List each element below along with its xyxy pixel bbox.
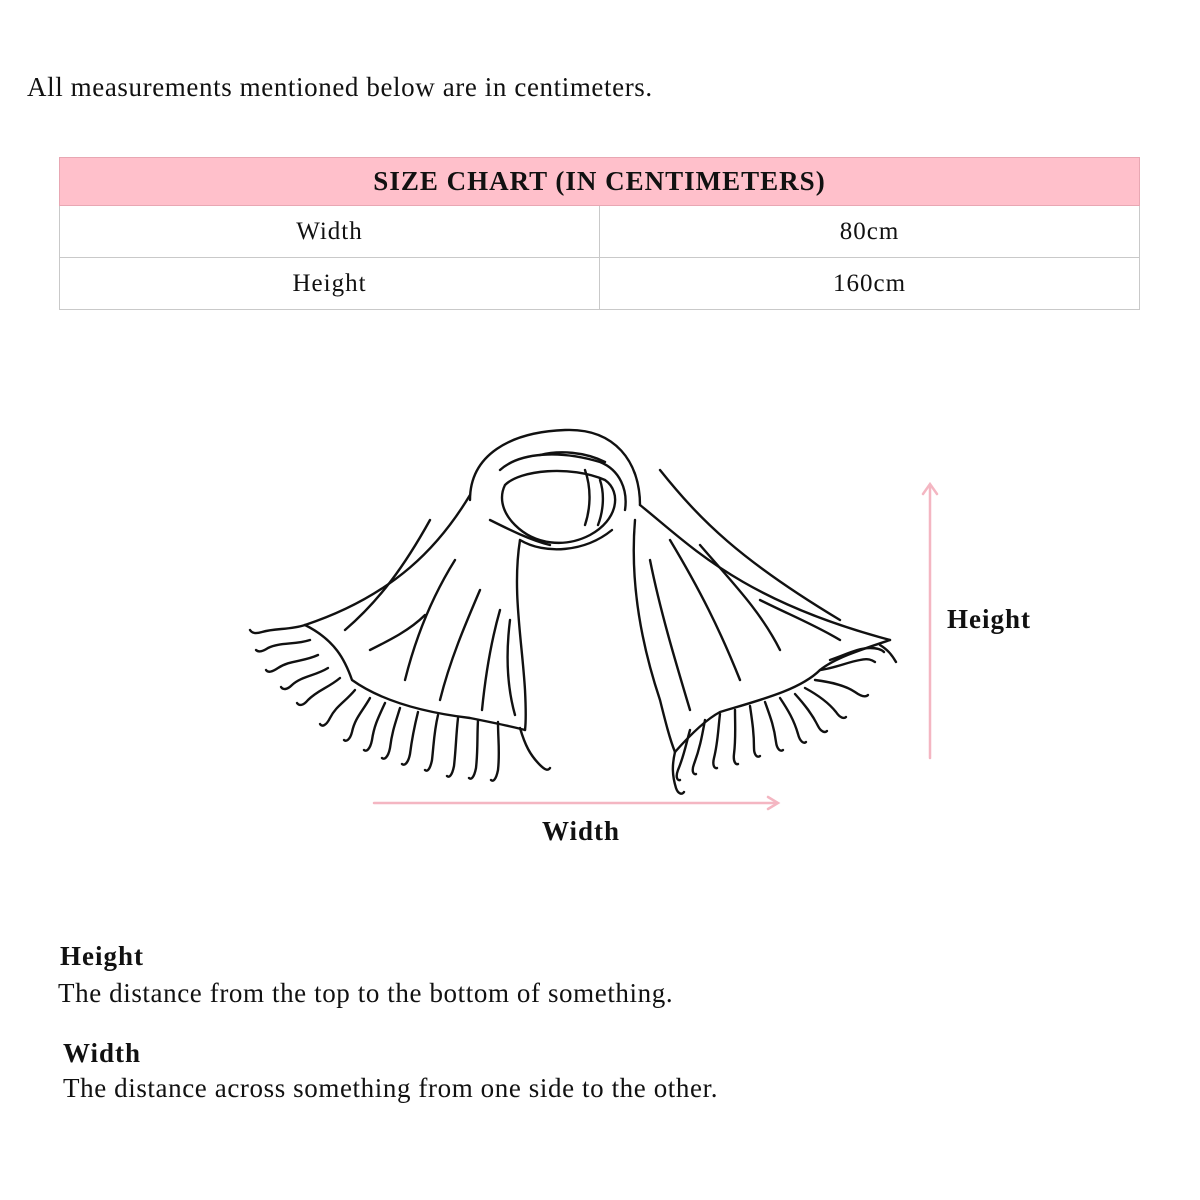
size-chart-title: SIZE CHART (IN CENTIMETERS): [60, 158, 1140, 206]
width-dimension-label: Width: [542, 816, 621, 846]
height-dimension-label: Height: [947, 604, 1031, 634]
row-value-width: 80cm: [600, 206, 1140, 258]
measurement-note: All measurements mentioned below are in centimeters.: [27, 72, 653, 102]
scarf-fringe: [250, 625, 896, 794]
height-arrow: [923, 484, 937, 758]
definition-term-height: Height: [60, 941, 144, 971]
width-arrow: [374, 797, 778, 809]
definition-text-width: The distance across something from one side to the other.: [63, 1073, 719, 1103]
row-label-height: Height: [60, 258, 600, 310]
definition-term-width: Width: [63, 1038, 142, 1068]
row-value-height: 160cm: [600, 258, 1140, 310]
definition-text-height: The distance from the top to the bottom of something.: [58, 978, 674, 1008]
row-label-width: Width: [60, 206, 600, 258]
